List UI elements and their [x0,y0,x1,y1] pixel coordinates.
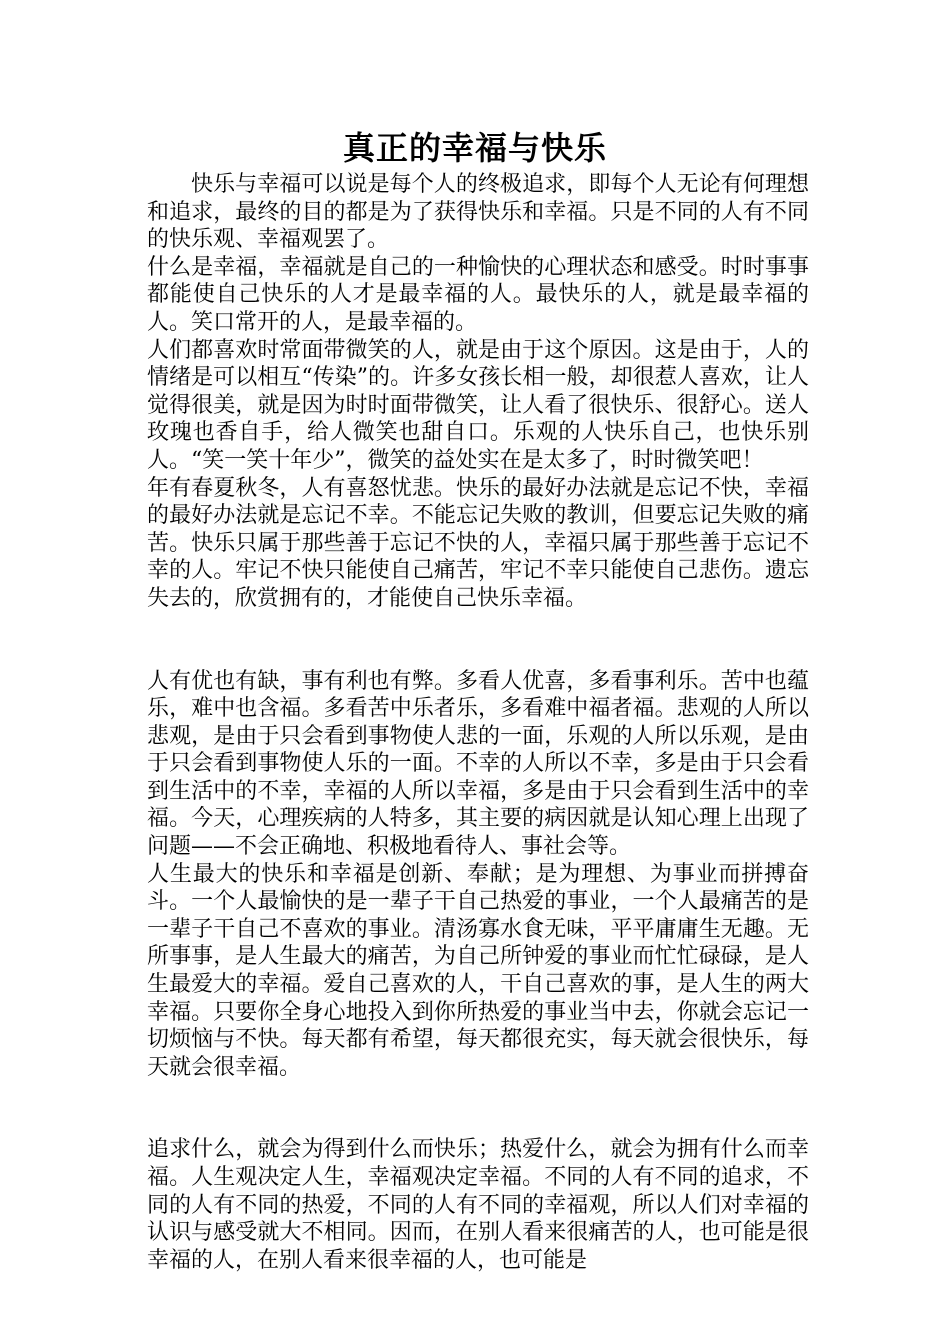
paragraph-optimism: 人有优也有缺，事有利也有弊。多看人优喜，多看事利乐。苦中也蕴乐，难中也含福。多看苦中乐者乐，多看难中福者福。悲观的人所以悲观，是由于只会看到事物使人悲的一面，乐观的人所以乐观，是由于只会看到事物使人乐的一面。不幸的人所以不幸，多是由于只会看到生活中的不幸，幸福的人所以幸福，多是由于只会看到生活中的幸福。今天，心理疾病的人特多，其主要的病因就是认知心理上出现了问题——不会正确地、积极地看待人、事社会等。 [147,668,809,860]
paragraph-gap [147,1081,809,1136]
paragraph-career: 人生最大的快乐和幸福是创新、奉献；是为理想、为事业而拼搏奋斗。一个人最愉快的是一辈子干自己热爱的事业，一个人最痛苦的是一辈子干自己不喜欢的事业。清汤寡水食无味，平平庸庸生无趣。无所事事，是人生最大的痛苦，为自己所钟爱的事业而忙忙碌碌，是人生最爱大的幸福。爱自己喜欢的人，干自己喜欢的事，是人生的两大幸福。只要你全身心地投入到你所热爱的事业当中去，你就会忘记一切烦恼与不快。每天都有希望，每天都很充实，每天就会很快乐，每天就会很幸福。 [147,861,809,1080]
paragraph-intro: 快乐与幸福可以说是每个人的终极追求，即每个人无论有何理想和追求，最终的目的都是为了获得快乐和幸福。只是不同的人有不同的快乐观、幸福观罢了。 [147,172,809,253]
document-body [147,171,809,1274]
paragraph-pursuit: 追求什么，就会为得到什么而快乐；热爱什么，就会为拥有什么而幸福。人生观决定人生，幸福观决定幸福。不同的人有不同的追求，不同的人有不同的热爱，不同的人有不同的幸福观，所以人们对幸福的认识与感受就大不相同。因而，在别人看来很痛苦的人，也可能是很幸福的人，在别人看来很幸福的人，也可能是 [147,1137,809,1273]
paragraph-what-is-happiness: 什么是幸福，幸福就是自己的一种愉快的心理状态和感受。时时事事都能使自己快乐的人才是最幸福的人。最快乐的人，就是最幸福的人。笑口常开的人，是最幸福的。 [147,254,809,335]
paragraph-smile: 人们都喜欢时常面带微笑的人，就是由于这个原因。这是由于，人的情绪是可以相互“传染”的。许多女孩长相一般，却很惹人喜欢，让人觉得很美，就是因为时时面带微笑，让人看了很快乐、很舒心。送人玫瑰也香自手，给人微笑也甜自口。乐观的人快乐自己，也快乐别人。“笑一笑十年少”，微笑的益处实在是太多了，时时微笑吧！ [147,337,809,473]
document-title: 真正的幸福与快乐 [342,129,607,167]
paragraph-gap [147,613,809,668]
paragraph-forget: 年有春夏秋冬，人有喜怒忧悲。快乐的最好办法就是忘记不快，幸福的最好办法就是忘记不幸。不能忘记失败的教训，但要忘记失败的痛苦。快乐只属于那些善于忘记不快的人，幸福只属于那些善于忘记不幸的人。牢记不快只能使自己痛苦，牢记不幸只能使自己悲伤。遗忘失去的，欣赏拥有的，才能使自己快乐幸福。 [147,475,809,611]
